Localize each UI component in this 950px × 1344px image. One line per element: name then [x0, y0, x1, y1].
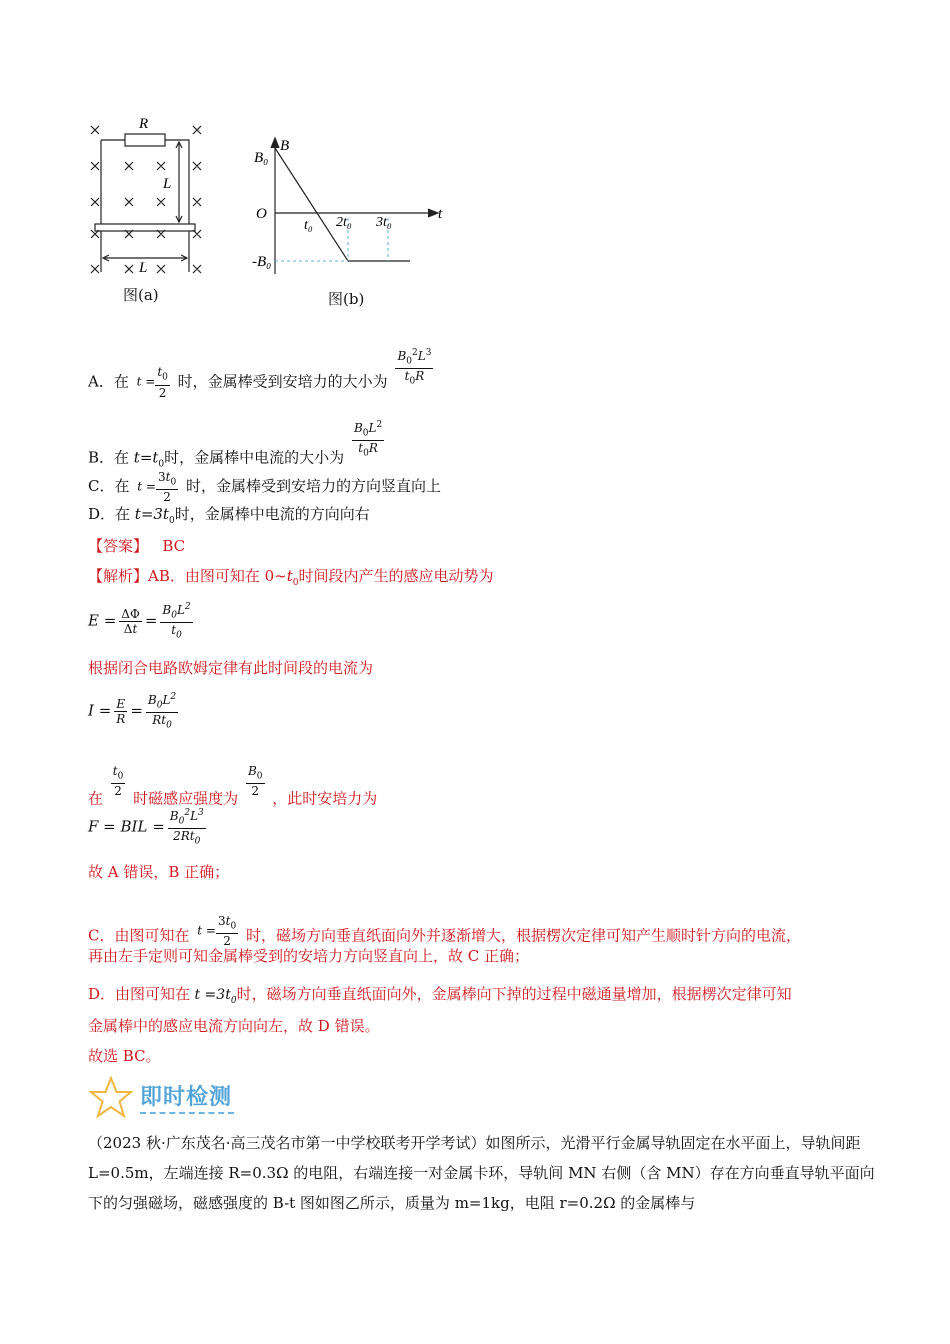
figure-b-caption: 图(b)	[328, 290, 365, 308]
figure-a-caption: 图(a)	[123, 286, 159, 304]
problem-text: （2023 秋·广东茂名·高三茂名市第一中学校联考开学考试）如图所示，光滑平行金属导轨固定在水平面上，导轨间距 L=0.5m，左端连接 R=0.3Ω 的电阻，右端连接一对金属卡环，导轨间 MN 右侧（含 MN）存在方向垂直导轨平面向下的匀强磁场，磁感强度的 B-t 图如图乙所示，质量为 m=1kg，电阻 r=0.2Ω 的金属棒与	[88, 1134, 875, 1212]
label-R: R	[139, 116, 149, 132]
analysis-conclude-ab: 故 A 错误，B 正确；	[88, 863, 230, 881]
axis-B: B	[280, 138, 290, 154]
section-underline	[140, 1112, 234, 1114]
analysis-d-line2: 金属棒中的感应电流方向向左，故 D 错误。	[88, 1017, 380, 1035]
analysis-at-half: 在 $\frac{t_0}{2}$ 时磁感应强度为 $\frac{B_0}{2}$ ，此时安培力为	[88, 764, 378, 808]
star-icon	[88, 1076, 134, 1120]
analysis-intro: 【解析】AB．由图可知在 $0\sim t_0$时间段内产生的感应电动势为	[88, 567, 494, 588]
option-a: A．在 t = $\frac{t_0}{2}$ 时，金属棒受到安培力的大小为 $\frac{B_0^2L^3}{t_0R}$	[88, 348, 432, 400]
label-3t0: 3t₀	[376, 215, 392, 230]
option-c: C．在 t = $\frac{3t_0}{2}$ 时，金属棒受到安培力的方向竖直向上	[88, 470, 441, 505]
label-L-side: L	[163, 176, 172, 192]
b-t-graph-line	[275, 148, 410, 261]
analysis-ohm: 根据闭合电路欧姆定律有此时间段的电流为	[88, 659, 374, 677]
equation-force: F = BIL = $\frac{B_0^2L^3}{2Rt_0}$	[88, 808, 204, 847]
analysis-c-line1: C．由图可知在 t = $\frac{3t_0}{2}$ 时，磁场方向垂直纸面向外并逐渐增大，根据楞次定律可知产生顺时针方向的电流，	[88, 914, 801, 949]
analysis-c-line2: 再由左手定则可知金属棒受到的安培力方向竖直向上，故 C 正确；	[88, 947, 530, 965]
label-t0: t₀	[304, 218, 313, 233]
figure-b	[250, 130, 450, 280]
resistor	[125, 134, 165, 146]
option-d: D．在 $t=3t_0$时，金属棒中电流的方向向右	[88, 505, 370, 526]
axis-t: t	[438, 206, 443, 222]
frac-b02l3-t0r: $\frac{B_0^2L^3}{t_0R}$	[397, 348, 432, 387]
equation-current: I = $\frac{E}{R}$ = $\frac{B_0L^2}{Rt_0}$	[88, 692, 177, 731]
label-B0: B₀	[254, 150, 269, 166]
option-b: B．在 $t=t_0$时，金属棒中电流的大小为 $\frac{B_0L^2}{t_0R}$	[88, 420, 383, 470]
label-L-bottom: L	[139, 260, 148, 276]
metal-rod	[95, 224, 195, 231]
magnetic-field-crosses	[91, 126, 201, 273]
label-2t0: 2t₀	[336, 215, 352, 230]
equation-emf: E = $\frac{\Delta\Phi}{\Delta t}$ = $\frac{B_0L^2}{t_0}$	[88, 602, 191, 641]
frac-3t0-2: t = $\frac{3t_0}{2}$	[137, 470, 177, 505]
label-O: O	[256, 206, 267, 222]
answer: 【答案】 BC	[88, 537, 186, 555]
label-minus-B0: -B₀	[252, 254, 272, 270]
frac-t0-2: t = $\frac{t_0}{2}$	[136, 365, 168, 400]
frac-b0l2-t0r: $\frac{B_0L^2}{t_0R}$	[353, 420, 383, 459]
section-title: 即时检测	[140, 1085, 233, 1110]
analysis-d-line1: D．由图可知在 $t =3t_0$时，磁场方向垂直纸面向外，金属棒向下掉的过程中磁通量增加，根据楞次定律可知	[88, 985, 792, 1006]
analysis-final: 故选 BC。	[88, 1047, 161, 1065]
figure-a	[85, 112, 215, 282]
